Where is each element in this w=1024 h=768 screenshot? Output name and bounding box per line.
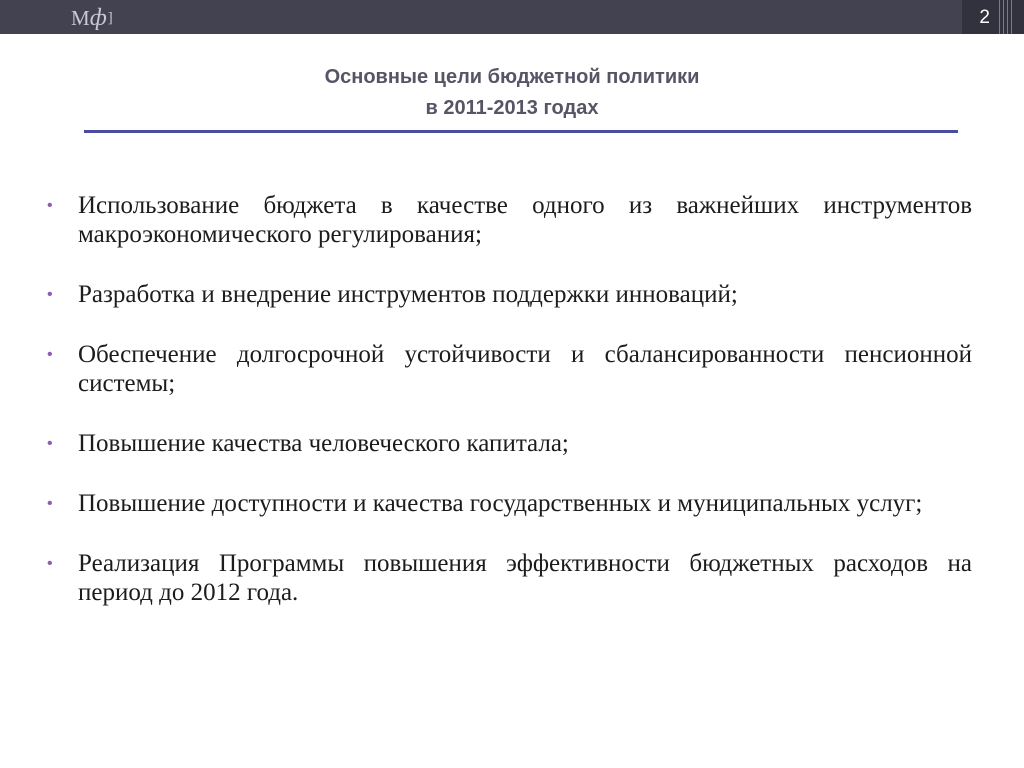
page-number: 2 (979, 7, 990, 28)
bullet-item (47, 429, 972, 458)
bullet-item (47, 280, 972, 309)
bullet-item (47, 549, 972, 607)
bullet-text: Разработка и внедрение инструментов поддержки инноваций; (78, 281, 738, 308)
bullet-text: Повышение доступности и качества государственных и муниципальных услуг; (78, 490, 923, 517)
slide-title-line-1: Основные цели бюджетной политики (324, 66, 700, 88)
logo-letter-f: ф (89, 5, 107, 31)
bullet-item (47, 489, 972, 518)
bullet-icon: • (47, 495, 53, 512)
bullet-item (47, 340, 972, 398)
bullet-text: Использование бюджета в качестве одного из важнейших инструментов макроэкономического регулирования; (78, 192, 972, 248)
bullet-text: Повышение качества человеческого капитала; (78, 430, 569, 457)
header-stripes-decoration (999, 0, 1015, 34)
slide-title (0, 62, 1024, 124)
bullet-text: Обеспечение долгосрочной устойчивости и сбалансированности пенсионной системы; (78, 341, 972, 397)
header-bar (0, 0, 1024, 34)
bullet-icon: • (47, 346, 53, 363)
bullet-icon: • (47, 435, 53, 452)
bullet-icon: • (47, 555, 53, 572)
bullet-item (47, 191, 972, 249)
bullet-list (47, 191, 972, 638)
slide-title-line-2: в 2011-2013 годах (425, 97, 599, 119)
title-underline (84, 130, 958, 133)
logo-letter-m: М (71, 6, 90, 30)
bullet-icon: • (47, 197, 53, 214)
bullet-text: Реализация Программы повышения эффективности бюджетных расходов на период до 2012 года. (78, 550, 972, 606)
logo (71, 5, 113, 31)
bullet-icon: • (47, 286, 53, 303)
logo-bracket: ] (107, 10, 113, 26)
